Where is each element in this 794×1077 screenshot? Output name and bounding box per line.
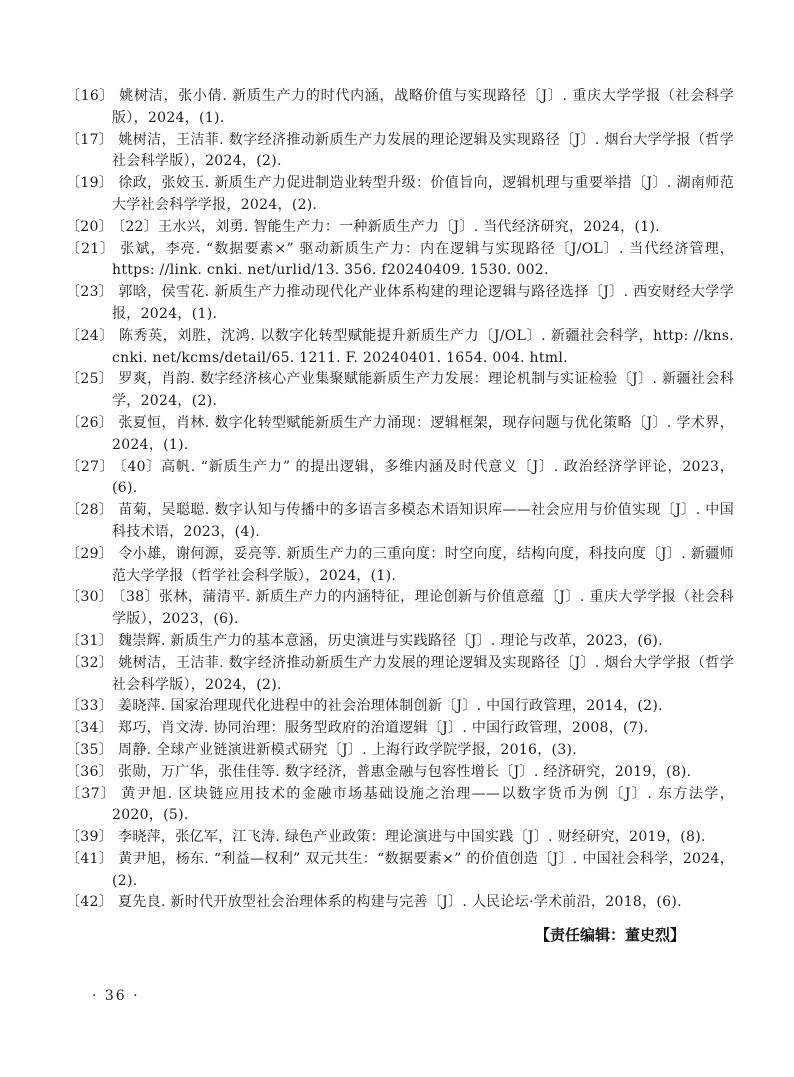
reference-item <box>66 86 734 130</box>
reference-list <box>66 86 734 914</box>
reference-label: 〔26〕 <box>66 414 114 431</box>
reference-label: 〔36〕 <box>66 763 114 780</box>
reference-text: 李晓萍，张亿军，江飞涛. 绿色产业政策：理论演进与中国实践〔J〕. 财经研究，2019，(8). <box>118 829 706 846</box>
reference-label: 〔23〕 <box>66 284 114 301</box>
reference-text: 〔38〕张林，蒲清平. 新质生产力的内涵特征，理论创新与价值意蕴〔J〕. 重庆大学学报（社会科学版），2023，(6). <box>112 589 734 628</box>
reference-text: 黄尹旭. 区块链应用技术的金融市场基础设施之治理——以数字货币为例〔J〕. 东方法学，2020，(5). <box>112 785 734 824</box>
reference-item <box>66 718 734 740</box>
reference-label: 〔17〕 <box>66 131 114 148</box>
page-number: · 36 · <box>92 988 140 1004</box>
reference-text: 〔40〕高帆. “新质生产力” 的提出逻辑，多维内涵及时代意义〔J〕. 政治经济学评论，2023，(6). <box>112 458 734 497</box>
reference-item <box>66 892 734 914</box>
reference-item <box>66 827 734 849</box>
reference-label: 〔37〕 <box>66 785 117 802</box>
reference-label: 〔31〕 <box>66 632 114 649</box>
reference-item <box>66 762 734 784</box>
reference-label: 〔33〕 <box>66 698 114 715</box>
reference-item <box>66 500 734 544</box>
reference-label: 〔34〕 <box>66 720 114 737</box>
reference-text: 黄尹旭，杨东. “利益—权利” 双元共生：“数据要素×” 的价值创造〔J〕. 中国社会科学，2024，(2). <box>112 850 735 889</box>
reference-item <box>66 544 734 588</box>
reference-item <box>66 217 734 239</box>
reference-text: 张勋，万广华，张佳佳等. 数字经济，普惠金融与包容性增长〔J〕. 经济研究，2019，(8). <box>118 763 692 780</box>
reference-label: 〔35〕 <box>66 741 114 758</box>
reference-text: 郑巧，肖文涛. 协同治理：服务型政府的治道逻辑〔J〕. 中国行政管理，2008，(7). <box>118 720 649 737</box>
reference-text: 姚树洁，王洁菲. 数字经济推动新质生产力发展的理论逻辑及实现路径〔J〕. 烟台大学学报（哲学社会科学版），2024，(2). <box>112 654 734 693</box>
reference-label: 〔27〕 <box>66 458 115 475</box>
reference-label: 〔30〕 <box>66 589 114 606</box>
reference-text: 徐政，张姣玉. 新质生产力促进制造业转型升级：价值旨向，逻辑机理与重要举措〔J〕. 湖南师范大学社会科学学报，2024，(2). <box>112 175 734 213</box>
reference-label: 〔16〕 <box>66 88 115 104</box>
editor-credit: 【责任编辑：董史烈】 <box>534 926 685 944</box>
reference-label: 〔24〕 <box>66 327 114 344</box>
reference-label: 〔39〕 <box>66 829 114 846</box>
reference-text: 罗爽，肖韵. 数字经济核心产业集聚赋能新质生产力发展：理论机制与实证检验〔J〕. 新疆社会科学，2024，(2). <box>112 371 734 410</box>
reference-item <box>66 326 734 370</box>
reference-item <box>66 173 734 217</box>
reference-item <box>66 631 734 653</box>
reference-text: 魏崇辉. 新质生产力的基本意涵，历史演进与实践路径〔J〕. 理论与改革，2023，(6). <box>118 632 663 649</box>
reference-item <box>66 457 734 501</box>
reference-label: 〔29〕 <box>66 545 114 562</box>
reference-label: 〔42〕 <box>66 894 114 911</box>
reference-text: 张斌，李亮. “数据要素×” 驱动新质生产力：内在逻辑与实现路径〔J/OL〕. 当代经济管理，https: //link. cnki. net/urlid/13. 356. f20240409. 1530. 002. <box>112 240 735 279</box>
reference-text: 姚树洁，王洁菲. 数字经济推动新质生产力发展的理论逻辑及实现路径〔J〕. 烟台大学学报（哲学社会科学版），2024，(2). <box>112 131 734 170</box>
reference-item <box>66 587 734 631</box>
reference-label: 〔21〕 <box>66 240 116 257</box>
reference-text: 姜晓萍. 国家治理现代化进程中的社会治理体制创新〔J〕. 中国行政管理，2014，(2). <box>118 698 663 715</box>
reference-item <box>66 696 734 718</box>
reference-text: 张夏恒，肖林. 数字化转型赋能新质生产力涌现：逻辑框架，现存问题与优化策略〔J〕. 学术界，2024，(1). <box>112 414 734 453</box>
reference-item <box>66 740 734 762</box>
reference-item <box>66 653 734 697</box>
reference-item <box>66 784 734 828</box>
reference-label: 〔32〕 <box>66 654 114 671</box>
reference-text: 〔22〕王水兴，刘勇. 智能生产力：一种新质生产力〔J〕. 当代经济研究，2024，(1). <box>118 218 660 235</box>
reference-item <box>66 849 734 893</box>
reference-item <box>66 130 734 174</box>
reference-text: 姚树洁，张小倩. 新质生产力的时代内涵，战略价值与实现路径〔J〕. 重庆大学学报（社会科学版），2024，(1). <box>112 88 734 126</box>
reference-label: 〔28〕 <box>66 502 114 519</box>
reference-text: 郭晗，侯雪花. 新质生产力推动现代化产业体系构建的理论逻辑与路径选择〔J〕. 西安财经大学学报，2024，(1). <box>112 284 734 322</box>
reference-label: 〔20〕 <box>66 218 114 235</box>
reference-text: 令小雄，谢何源，妥亮等. 新质生产力的三重向度：时空向度，结构向度，科技向度〔J〕. 新疆师范大学学报（哲学社会科学版），2024，(1). <box>112 545 734 584</box>
reference-text: 陈秀英，刘胜，沈鸿. 以数字化转型赋能提升新质生产力〔J/OL〕. 新疆社会科学，http: //kns. cnki. net/kcms/detail/65. 1211. F. 20240401. 1654. 004. html. <box>112 327 734 366</box>
reference-text: 夏先良. 新时代开放型社会治理体系的构建与完善〔J〕. 人民论坛·学术前沿，2018，(6). <box>118 894 682 911</box>
reference-text: 周静. 全球产业链演进新模式研究〔J〕. 上海行政学院学报，2016，(3). <box>118 741 578 758</box>
reference-item <box>66 282 734 326</box>
reference-item <box>66 369 734 413</box>
reference-item <box>66 239 734 283</box>
reference-label: 〔19〕 <box>66 175 114 192</box>
reference-text: 苗菊，吴聪聪. 数字认知与传播中的多语言多模态术语知识库——社会应用与价值实现〔J〕. 中国科技术语，2023，(4). <box>112 502 735 540</box>
reference-label: 〔41〕 <box>66 850 114 867</box>
reference-label: 〔25〕 <box>66 371 114 388</box>
reference-item <box>66 413 734 457</box>
